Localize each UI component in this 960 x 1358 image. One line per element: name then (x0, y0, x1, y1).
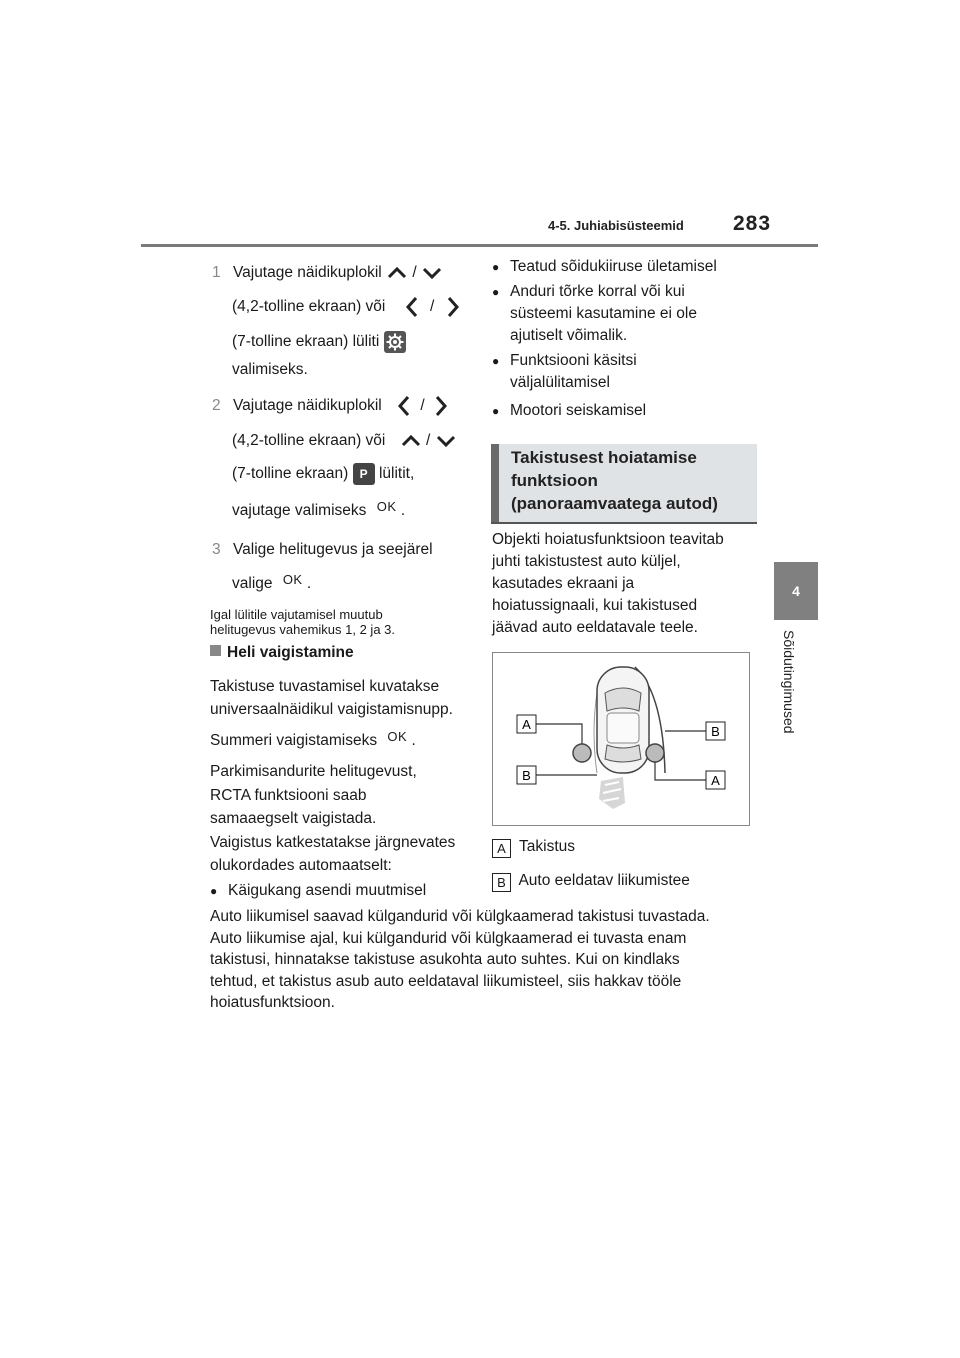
chevron-right-icon (433, 395, 449, 417)
bullet-item: ● Teatud sõidukiiruse ületamisel (510, 256, 717, 278)
step-text: (4,2-tolline ekraan) või (232, 432, 386, 449)
label-b: B (711, 724, 720, 739)
obstacle-diagram (492, 652, 750, 826)
text-line: Auto liikumise ajal, kui külgandurid või külgkaamerad ei tuvasta enam (210, 929, 687, 947)
legend-tag: A (492, 839, 511, 858)
text-line: RCTA funktsiooni saab (210, 786, 367, 804)
car-top-view-illustration (493, 653, 749, 825)
chapter-label: Sõidutingimused (781, 630, 797, 734)
step-3 (212, 539, 433, 561)
step-2-line3 (232, 463, 414, 485)
legend-text: Auto eeldatav liikumistee (518, 872, 690, 889)
text-line: Parkimisandurite helitugevust, (210, 763, 417, 780)
text-line: hoiatusfunktsioon. (210, 994, 335, 1011)
text-line: universaalnäidikul vaigistamisnupp. (210, 701, 453, 718)
bullet-item: ● Käigukang asendi muutmisel (228, 880, 426, 902)
bullet-item: ● Mootori seiskamisel (510, 400, 646, 422)
step-2-line2 (232, 430, 457, 452)
legend-item-a (492, 836, 575, 858)
text-line: tehtud, et takistus asub auto eeldataval liikumisteel, siis hakkav tööle (210, 972, 682, 990)
mute-paragraph-2 (210, 760, 455, 878)
step-number: 3 (212, 541, 221, 558)
step-text: (7-tolline ekraan) lüliti (232, 333, 380, 351)
slash: / (429, 298, 435, 316)
label-b: B (522, 768, 531, 783)
text-line: kasutades ekraani ja (492, 575, 635, 592)
heading-rule (491, 522, 757, 524)
slash: / (425, 432, 431, 449)
bullet-line: ● Funktsiooni käsitsi (510, 352, 637, 369)
period: . (306, 575, 312, 592)
note-line: helitugevus vahemikus 1, 2 ja 3. (210, 622, 395, 637)
square-bullet-icon (210, 645, 221, 656)
section-title: 4-5. Juhiabisüsteemid (548, 218, 684, 233)
chevron-left-icon (404, 296, 420, 318)
step-1-line3 (232, 331, 406, 353)
step-2 (212, 395, 449, 417)
text-line: jäävad auto eeldatavale teele. (492, 619, 698, 636)
volume-note (210, 607, 395, 637)
text-line: olukordades automaatselt: (210, 857, 392, 874)
step-text: Vajutage näidikuplokil (232, 397, 382, 415)
legend-text: Takistus (519, 838, 576, 855)
period: . (411, 732, 416, 749)
text-line: Vaigistus katkestatakse järgnevates (210, 833, 456, 851)
bullet-line: väljalülitamisel (510, 374, 610, 391)
text-line: juhti takistustest auto küljel, (492, 553, 681, 570)
chevron-down-icon (435, 434, 457, 448)
heading-line: funktsioon (511, 471, 598, 490)
step-1 (212, 262, 472, 284)
parking-sensor-icon: P (353, 463, 375, 485)
label-a: A (711, 773, 720, 788)
text-line: hoiatussignaali, kui takistused (492, 597, 698, 614)
text-line: Takistuse tuvastamisel kuvatakse (210, 678, 440, 695)
mute-heading (210, 644, 354, 662)
period: . (400, 502, 406, 519)
chapter-tab: 4 (774, 562, 818, 620)
warning-paragraph (492, 529, 724, 639)
label-a: A (522, 717, 531, 732)
step-2-line4 (232, 500, 405, 522)
step-1-line4: valimiseks. (232, 361, 308, 378)
heading-line: Takistusest hoiatamise (511, 448, 697, 467)
ok-icon: OK (376, 499, 397, 514)
step-number: 2 (212, 397, 221, 415)
mute-heading-text: Heli vaigistamine (227, 644, 354, 661)
slash: / (420, 397, 425, 415)
chevron-down-icon (421, 266, 443, 280)
step-3-line2 (232, 573, 311, 595)
ok-icon: OK (282, 572, 303, 587)
text-line: Summeri vaigistamiseks (210, 732, 378, 749)
step-text: Vajutage näidikuplokil (232, 264, 382, 281)
page-number: 283 (733, 212, 772, 235)
settings-gear-icon (384, 331, 406, 353)
ok-icon: OK (387, 729, 408, 744)
bullet-item (510, 350, 637, 394)
bullet-line: ● Anduri tõrke korral või kui (510, 283, 685, 300)
text-line: Objekti hoiatusfunktsioon teavitab (492, 531, 724, 548)
step-text: valige (232, 575, 273, 592)
slash: / (412, 264, 417, 281)
step-number: 1 (212, 264, 221, 281)
text-line: Auto liikumisel saavad külgandurid või külgkaamerad takistusi tuvastada. (210, 908, 710, 925)
header-rule (141, 244, 818, 247)
step-text: (4,2-tolline ekraan) või (232, 298, 386, 316)
heading-line: (panoraamvaatega autod) (511, 494, 718, 513)
text-line: samaaegselt vaigistada. (210, 810, 377, 827)
mute-paragraph (210, 675, 453, 721)
step-text: vajutage valimiseks (232, 502, 367, 519)
text-line: takistusi, hinnatakse takistuse asukohta auto suhtes. Kui on kindlaks (210, 951, 680, 968)
chevron-left-icon (396, 395, 412, 417)
note-line: Igal lülitile vajutamisel muutub (210, 607, 383, 622)
detection-paragraph (210, 906, 710, 1014)
chevron-up-icon (400, 434, 422, 448)
step-text: lülitit, (378, 465, 415, 483)
chevron-up-icon (386, 266, 408, 280)
step-text: (7-tolline ekraan) (232, 465, 349, 483)
bullet-line: süsteemi kasutamine ei ole (510, 305, 697, 322)
mute-instruction (210, 730, 416, 752)
legend-item-b (492, 870, 690, 892)
step-1-line2 (232, 296, 461, 318)
chevron-right-icon (445, 296, 461, 318)
bullet-item (510, 281, 697, 347)
section-heading (491, 444, 757, 522)
step-text: Valige helitugevus ja seejärel (232, 541, 433, 558)
legend-tag: B (492, 873, 511, 892)
bullet-line: ajutiselt võimalik. (510, 327, 628, 344)
